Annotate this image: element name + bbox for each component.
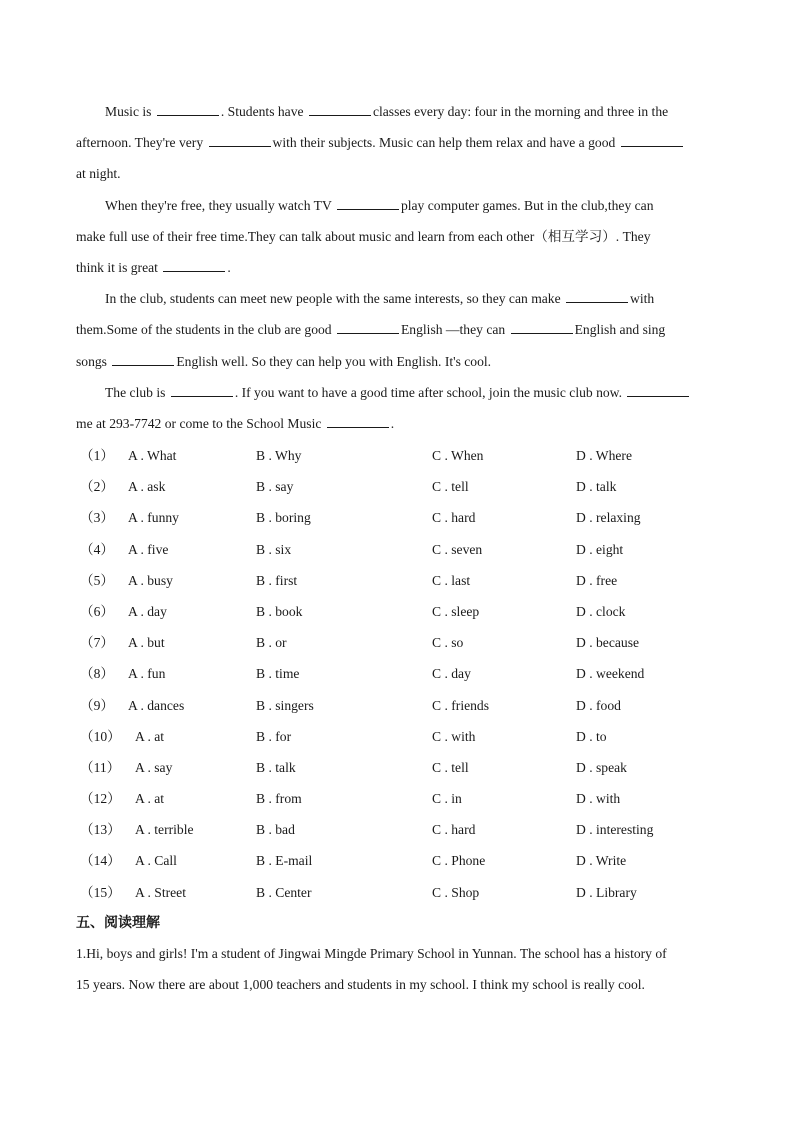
question-number: （3） bbox=[80, 510, 114, 526]
passage-text: with their subjects. Music can help them relax and have a good bbox=[272, 135, 619, 151]
option-d[interactable]: D . with bbox=[576, 791, 621, 807]
passage-text: Music is bbox=[105, 104, 155, 119]
answer-blank-9 bbox=[511, 321, 573, 334]
question-number: （6） bbox=[80, 603, 114, 619]
option-d[interactable]: D . free bbox=[576, 572, 618, 588]
option-b[interactable]: B . time bbox=[256, 666, 300, 682]
option-b[interactable]: B . first bbox=[256, 572, 298, 588]
passage-text: me at 293-7742 or come to the School Music bbox=[76, 416, 325, 431]
question-number: （7） bbox=[80, 635, 114, 651]
option-a[interactable]: A . but bbox=[128, 635, 165, 651]
answer-blank-13 bbox=[327, 415, 389, 428]
question-number: （14） bbox=[80, 853, 121, 869]
answer-blank-5 bbox=[337, 197, 399, 210]
passage-line bbox=[76, 190, 722, 221]
passage-line bbox=[76, 314, 722, 345]
passage-line bbox=[76, 377, 722, 408]
option-a[interactable]: A . day bbox=[128, 603, 167, 619]
option-a[interactable]: A . at bbox=[135, 728, 165, 744]
question-row bbox=[76, 471, 726, 502]
option-a[interactable]: A . terrible bbox=[135, 822, 194, 838]
option-c[interactable]: C . in bbox=[432, 791, 462, 807]
option-b[interactable]: B . E-mail bbox=[256, 853, 313, 869]
option-b[interactable]: B . singers bbox=[256, 697, 314, 713]
question-number: （15） bbox=[80, 884, 121, 900]
option-a[interactable]: A . fun bbox=[128, 666, 166, 682]
option-d[interactable]: D . clock bbox=[576, 603, 626, 619]
passage-text: . Students have bbox=[220, 104, 307, 119]
option-b[interactable]: B . book bbox=[256, 603, 303, 619]
passage-text: think it is great bbox=[76, 260, 162, 275]
passage-text: songs bbox=[76, 353, 111, 369]
option-c[interactable]: C . with bbox=[432, 728, 476, 744]
option-c[interactable]: C . so bbox=[432, 635, 464, 651]
option-c[interactable]: C . hard bbox=[432, 822, 476, 838]
passage-text: . bbox=[227, 260, 231, 275]
question-row bbox=[76, 440, 726, 471]
question-row bbox=[76, 814, 726, 845]
reading-passage bbox=[76, 938, 716, 1000]
passage-line bbox=[76, 127, 722, 158]
answer-blank-7 bbox=[566, 290, 628, 303]
question-number: （8） bbox=[80, 666, 114, 682]
question-number: （13） bbox=[80, 822, 121, 838]
passage-line bbox=[76, 221, 722, 252]
option-a[interactable]: A . five bbox=[128, 541, 169, 557]
option-b[interactable]: B . boring bbox=[256, 510, 311, 526]
answer-blank-12 bbox=[627, 384, 689, 397]
passage-text: English and sing bbox=[574, 322, 666, 338]
answer-blank-1 bbox=[157, 103, 219, 116]
passage-text: English —they can bbox=[401, 322, 509, 338]
option-d[interactable]: D . because bbox=[576, 635, 640, 651]
question-row bbox=[76, 845, 726, 876]
answer-blank-8 bbox=[337, 321, 399, 334]
option-b[interactable]: B . from bbox=[256, 791, 302, 807]
option-d[interactable]: D . speak bbox=[576, 759, 627, 775]
option-c[interactable]: C . friends bbox=[432, 697, 490, 713]
passage-paragraph-3 bbox=[76, 283, 722, 377]
passage-text: at night. bbox=[76, 166, 121, 182]
option-d[interactable]: D . interesting bbox=[576, 822, 654, 838]
question-row bbox=[76, 721, 726, 752]
option-c[interactable]: C . tell bbox=[432, 759, 469, 775]
question-number: （2） bbox=[80, 479, 114, 495]
option-c[interactable]: C . sleep bbox=[432, 603, 480, 619]
reading-line: 1.Hi, boys and girls! I'm a student of Jingwai Mingde Primary School in Yunnan. The school has a history of bbox=[76, 946, 667, 961]
option-a[interactable]: A . dances bbox=[128, 697, 185, 713]
passage-text: classes every day: four in the morning and three in the bbox=[372, 104, 669, 119]
option-c[interactable]: C . Shop bbox=[432, 884, 480, 900]
question-row bbox=[76, 783, 726, 814]
option-c[interactable]: C . tell bbox=[432, 479, 469, 495]
option-d[interactable]: D . eight bbox=[576, 541, 624, 557]
question-number: （10） bbox=[80, 728, 121, 744]
passage-line bbox=[76, 346, 722, 377]
question-number: （5） bbox=[80, 572, 114, 588]
passage-text: In the club, students can meet new people with the same interests, so they can make bbox=[105, 291, 565, 307]
option-c[interactable]: C . last bbox=[432, 572, 471, 588]
option-c[interactable]: C . seven bbox=[432, 541, 483, 557]
answer-blank-10 bbox=[112, 353, 174, 366]
passage-text: The club is bbox=[105, 384, 169, 400]
question-row bbox=[76, 627, 726, 658]
option-b[interactable]: B . talk bbox=[256, 759, 296, 775]
answer-blank-11 bbox=[171, 384, 233, 397]
passage-text: with bbox=[630, 291, 655, 307]
question-number: （9） bbox=[80, 697, 114, 713]
option-a[interactable]: A . funny bbox=[128, 510, 179, 526]
option-d[interactable]: D . weekend bbox=[576, 666, 645, 682]
option-b[interactable]: B . Why bbox=[256, 448, 302, 463]
passage-line bbox=[76, 96, 722, 127]
passage-line bbox=[76, 158, 722, 189]
passage-paragraph-4 bbox=[76, 377, 722, 439]
passage-paragraph-1 bbox=[76, 96, 722, 190]
passage-line bbox=[76, 283, 722, 314]
reading-line: 15 years. Now there are about 1,000 teachers and students in my school. I think my school is really cool. bbox=[76, 977, 645, 993]
question-number: （12） bbox=[80, 791, 121, 807]
passage-paragraph-2 bbox=[76, 190, 722, 284]
option-d[interactable]: D . to bbox=[576, 728, 607, 744]
option-b[interactable]: B . say bbox=[256, 479, 294, 495]
answer-blank-4 bbox=[621, 134, 683, 147]
question-row bbox=[76, 877, 726, 908]
question-row bbox=[76, 658, 726, 689]
options-list bbox=[76, 440, 726, 908]
passage-text: make full use of their free time.They can talk about music and learn from each other（相互学习）. They bbox=[76, 228, 651, 244]
option-d[interactable]: D . food bbox=[576, 697, 621, 713]
passage-text: . bbox=[390, 416, 395, 431]
passage-text: When they're free, they usually watch TV bbox=[105, 197, 335, 213]
question-row bbox=[76, 534, 726, 565]
passage-text: them.Some of the students in the club are good bbox=[76, 322, 335, 338]
answer-blank-3 bbox=[209, 134, 271, 147]
passage-text: . If you want to have a good time after school, join the music club now. bbox=[234, 384, 626, 400]
passage-text: afternoon. They're very bbox=[76, 135, 207, 151]
question-row bbox=[76, 752, 726, 783]
question-row bbox=[76, 565, 726, 596]
option-c[interactable]: C . When bbox=[432, 448, 484, 463]
option-b[interactable]: B . bad bbox=[256, 822, 295, 838]
option-a[interactable]: A . Call bbox=[135, 853, 177, 869]
option-d[interactable]: D . Library bbox=[576, 884, 637, 900]
option-b[interactable]: B . or bbox=[256, 635, 287, 651]
option-a[interactable]: A . ask bbox=[128, 479, 166, 495]
option-d[interactable]: D . Where bbox=[576, 448, 632, 463]
option-b[interactable]: B . six bbox=[256, 541, 292, 557]
option-d[interactable]: D . talk bbox=[576, 479, 617, 495]
option-c[interactable]: C . Phone bbox=[432, 853, 486, 869]
passage-text: English well. So they can help you with English. It's cool. bbox=[176, 353, 492, 369]
question-row bbox=[76, 502, 726, 533]
passage-line bbox=[76, 408, 722, 439]
question-number: （11） bbox=[80, 759, 121, 775]
option-a[interactable]: A . at bbox=[135, 791, 165, 807]
option-d[interactable]: D . Write bbox=[576, 853, 627, 869]
option-b[interactable]: B . Center bbox=[256, 884, 312, 900]
option-a[interactable]: A . busy bbox=[128, 572, 173, 588]
question-number: （1） bbox=[80, 448, 114, 463]
option-b[interactable]: B . for bbox=[256, 728, 292, 744]
passage-line bbox=[76, 252, 722, 283]
option-c[interactable]: C . hard bbox=[432, 510, 476, 526]
option-a[interactable]: A . say bbox=[135, 759, 173, 775]
option-a[interactable]: A . What bbox=[128, 448, 177, 463]
option-d[interactable]: D . relaxing bbox=[576, 510, 641, 526]
passage-text: play computer games. But in the club,they can bbox=[400, 197, 654, 213]
question-number: （4） bbox=[80, 541, 114, 557]
option-a[interactable]: A . Street bbox=[135, 884, 186, 900]
answer-blank-6 bbox=[163, 259, 225, 272]
answer-blank-2 bbox=[309, 103, 371, 116]
question-row bbox=[76, 690, 726, 721]
question-row bbox=[76, 596, 726, 627]
option-c[interactable]: C . day bbox=[432, 666, 471, 682]
section-title: 五、阅读理解 bbox=[76, 915, 160, 931]
